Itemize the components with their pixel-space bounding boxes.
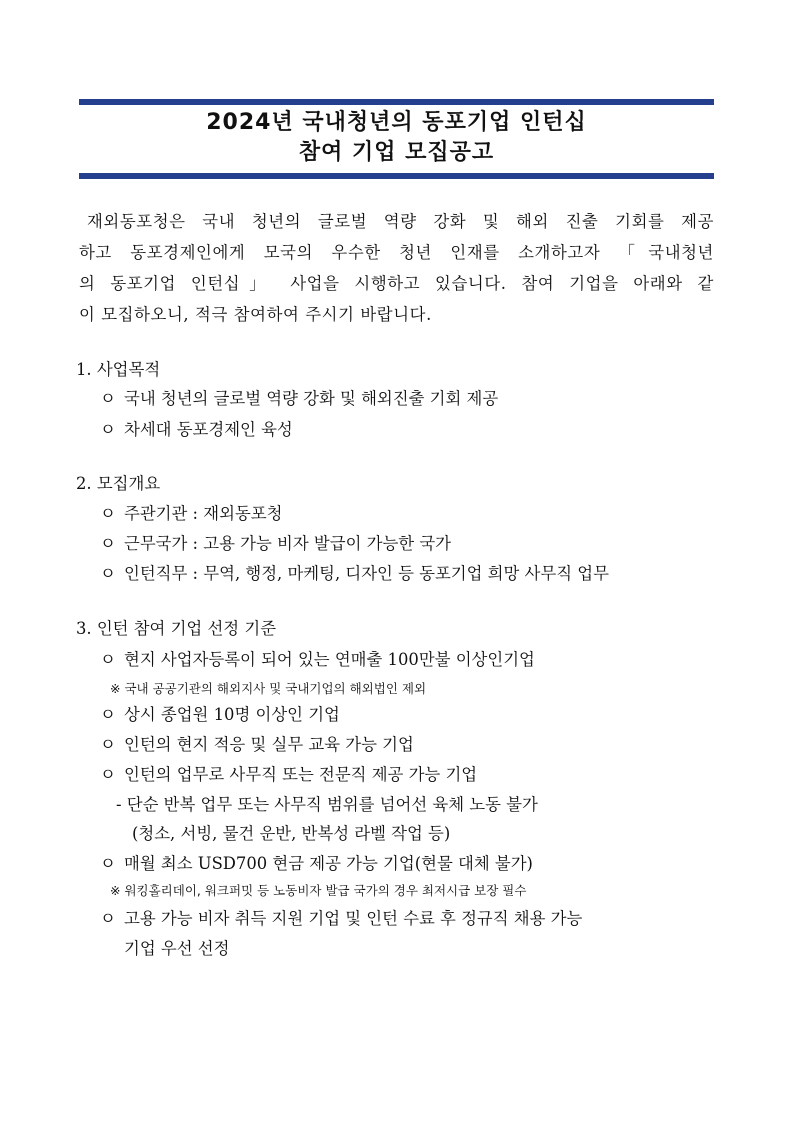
circle-bullet-icon: ㅇ [100,735,116,754]
list-item: ㅇ 인턴직무 : 무역, 행정, 마케팅, 디자인 등 동포기업 희망 사무직 업무 [100,560,609,588]
circle-bullet-icon: ㅇ [100,650,116,669]
list-item: ㅇ 차세대 동포경제인 육성 [100,416,293,444]
circle-bullet-icon: ㅇ [100,909,116,928]
list-item: ㅇ 인턴의 현지 적응 및 실무 교육 가능 기업 [100,731,414,759]
intro-line: 재외동포청은 국내 청년의 글로벌 역량 강화 및 해외 진출 기회를 제공 [87,212,714,231]
section-1-title: 1. 사업목적 [76,360,161,379]
section-3-title: 3. 인턴 참여 기업 선정 기준 [76,619,277,638]
list-item: ㅇ 매월 최소 USD700 현금 제공 가능 기업(현물 대체 불가) [100,850,533,878]
sub-item: - 단순 반복 업무 또는 사무직 범위를 넘어선 육체 노동 불가 [116,795,538,814]
note: ※ 워킹홀리데이, 워크퍼밋 등 노동비자 발급 국가의 경우 최저시급 보장 필수 [110,883,527,898]
list-item: ㅇ 현지 사업자등록이 되어 있는 연매출 100만불 이상인기업 [100,646,535,674]
circle-bullet-icon: ㅇ [100,534,116,553]
list-item: ㅇ 고용 가능 비자 취득 지원 기업 및 인턴 수료 후 정규직 채용 가능 [100,905,582,933]
title-top-rule [79,99,714,105]
list-item: ㅇ 주관기관 : 재외동포청 [100,500,282,528]
title-bottom-rule [79,173,714,179]
section-2-title: 2. 모집개요 [76,474,161,493]
circle-bullet-icon: ㅇ [100,420,116,439]
intro-paragraph [79,206,714,330]
title-line-2: 참여 기업 모집공고 [298,140,495,165]
circle-bullet-icon: ㅇ [100,564,116,583]
circle-bullet-icon: ㅇ [100,854,116,873]
page-title [79,108,714,168]
note: ※ 국내 공공기관의 해외지사 및 국내기업의 해외법인 제외 [110,681,427,696]
circle-bullet-icon: ㅇ [100,765,116,784]
intro-line: 하고 동포경제인에게 모국의 우수한 청년 인재를 소개하고자 「국내청년 [79,243,714,262]
intro-line: 이 모집하오니, 적극 참여하여 주시기 바랍니다. [79,305,432,324]
circle-bullet-icon: ㅇ [100,389,116,408]
list-item-continuation: 기업 우선 선정 [124,939,230,958]
list-item: ㅇ 인턴의 업무로 사무직 또는 전문직 제공 가능 기업 [100,761,477,789]
circle-bullet-icon: ㅇ [100,705,116,724]
circle-bullet-icon: ㅇ [100,504,116,523]
intro-line: 의 동포기업 인턴십」 사업을 시행하고 있습니다. 참여 기업을 아래와 같 [79,274,714,293]
sub-item-continuation: (청소, 서빙, 물건 운반, 반복성 라벨 작업 등) [132,824,451,843]
list-item: ㅇ 근무국가 : 고용 가능 비자 발급이 가능한 국가 [100,530,451,558]
list-item: ㅇ 상시 종업원 10명 이상인 기업 [100,701,340,729]
title-line-1: 2024년 국내청년의 동포기업 인턴십 [206,110,587,135]
list-item: ㅇ 국내 청년의 글로벌 역량 강화 및 해외진출 기회 제공 [100,385,498,413]
